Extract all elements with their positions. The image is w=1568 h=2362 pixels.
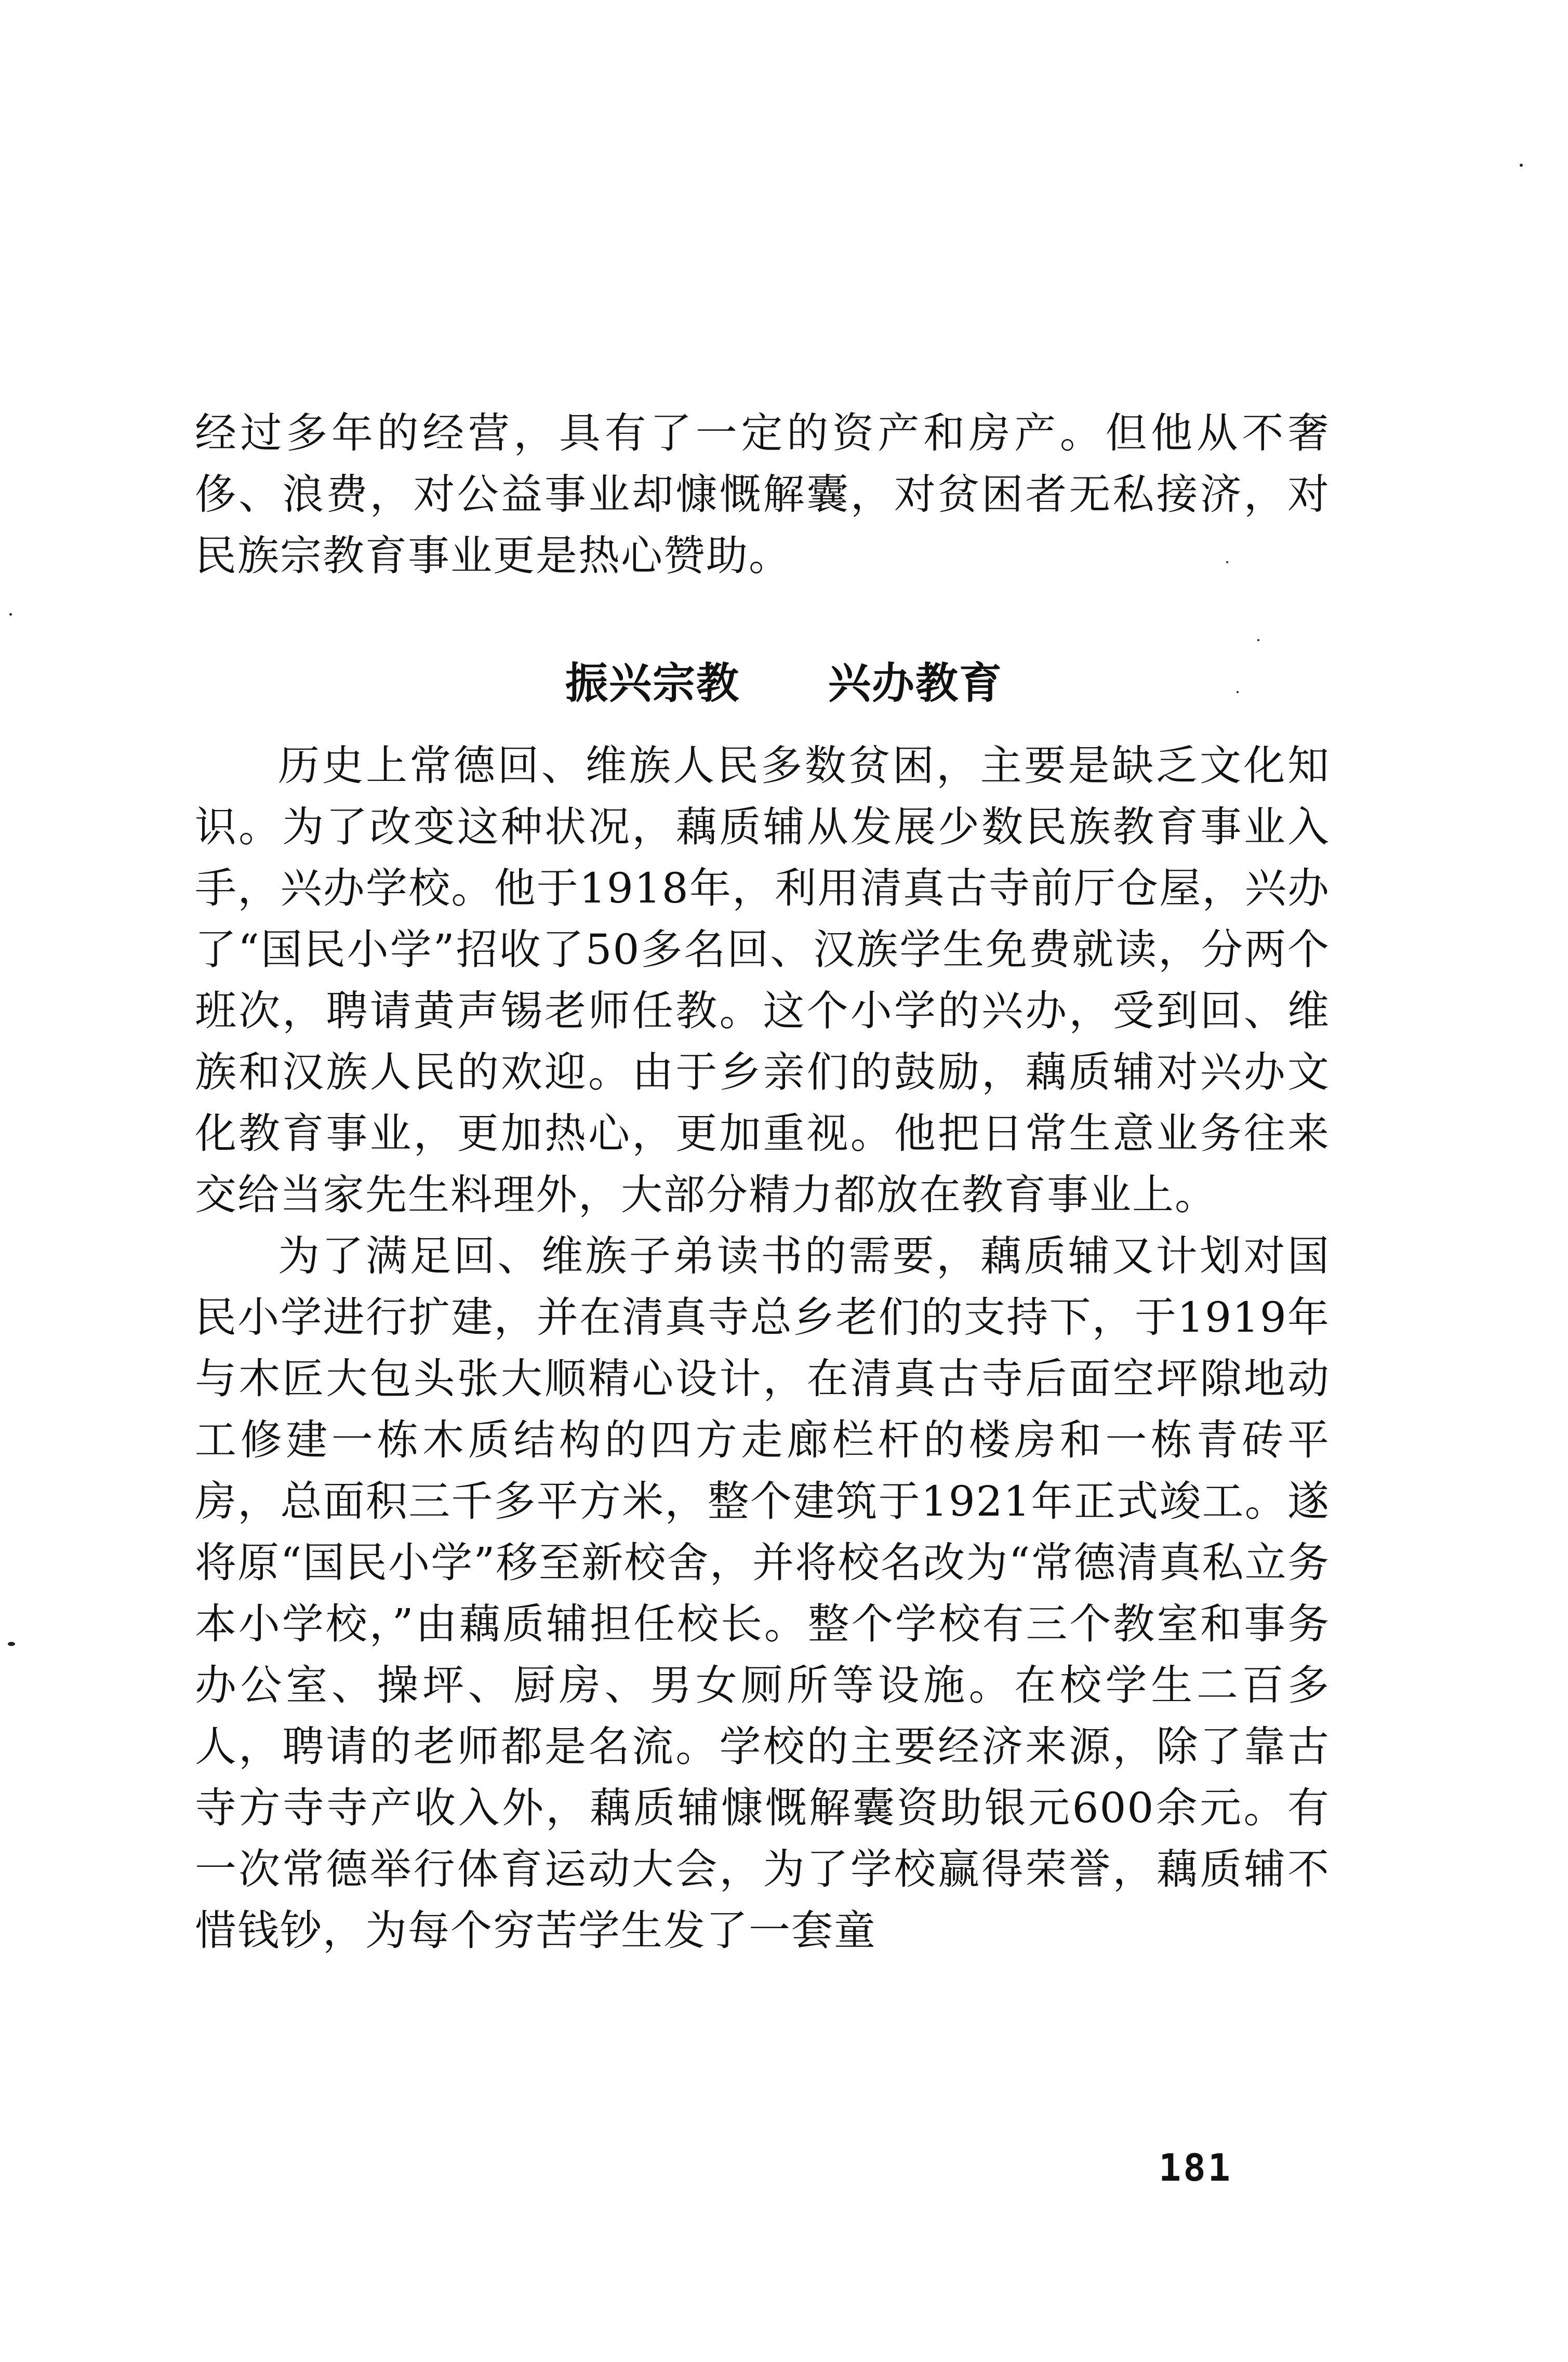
scan-speck xyxy=(9,613,12,616)
opening-paragraph-text: 经过多年的经营，具有了一定的资产和房产。但他从不奢侈、浪费，对公益事业却慷慨解囊，对贫困者无私接济，对民族宗教育事业更是热心赞助。 xyxy=(195,409,1330,580)
body-paragraph-1: 历史上常德回、维族人民多数贫困，主要是缺乏文化知识。为了改变这种状况，藕质辅从发展少数民族教育事业入手，兴办学校。他于1918年，利用清真古寺前厅仓屋，兴办了“国民小学”招收了50多名回、汉族学生免费就读，分两个班次，聘请黄声锡老师任教。这个小学的兴办，受到回、维族和汉族人民的欢迎。由于乡亲们的鼓励，藕质辅对兴办文化教育事业，更加热心，更加重视。他把日常生意业务往来交给当家先生料理外，大部分精力都放在教育事业上。 xyxy=(195,741,1330,1219)
body-text xyxy=(195,735,1330,1961)
scan-speck xyxy=(1226,561,1228,563)
section-title-part1: 振兴宗教 xyxy=(565,659,740,708)
opening-paragraph xyxy=(195,403,1330,587)
scan-speck xyxy=(1520,164,1523,167)
body-paragraph-2: 为了满足回、维族子弟读书的需要，藕质辅又计划对国民小学进行扩建，并在清真寺总乡老们的支持下，于1919年与木匠大包头张大顺精心设计，在清真古寺后面空坪隙地动工修建一栋木质结构的四方走廊栏杆的楼房和一栋青砖平房，总面积三千多平方米，整个建筑于1921年正式竣工。遂将原“国民小学”移至新校舍，并将校名改为“常德清真私立务本小学校，”由藕质辅担任校长。整个学校有三个教室和事务办公室、操坪、厨房、男女厕所等设施。在校学生二百多人，聘请的老师都是名流。学校的主要经济来源，除了靠古寺方寺寺产收入外，藕质辅慷慨解囊资助银元600余元。有一次常德举行体育运动大会，为了学校赢得荣誉，藕质辅不惜钱钞，为每个穷苦学生发了一套童 xyxy=(195,1232,1330,1955)
section-title xyxy=(0,649,1568,710)
scan-speck xyxy=(8,1642,15,1646)
section-title-part2: 兴办教育 xyxy=(828,659,1003,708)
scan-speck xyxy=(1237,691,1239,693)
page-number: 181 xyxy=(1159,2146,1233,2190)
scan-speck xyxy=(1257,639,1259,641)
